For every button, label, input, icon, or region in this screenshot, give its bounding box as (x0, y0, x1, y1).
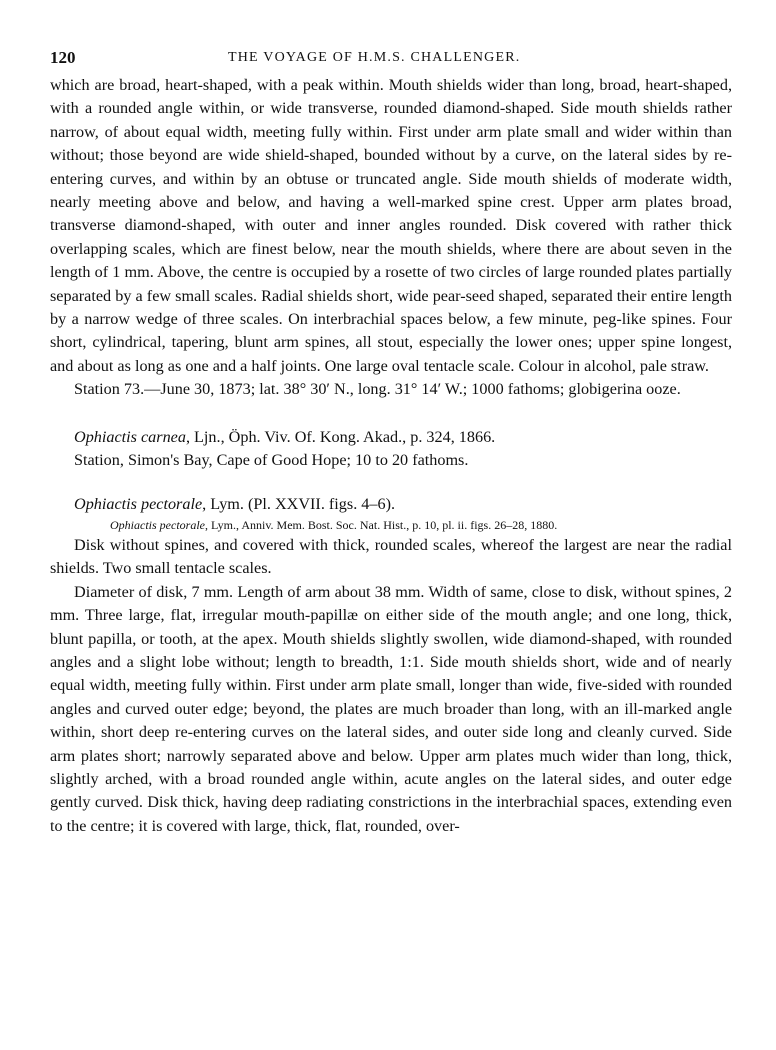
species-name: Ophiactis pectorale (74, 494, 203, 513)
paragraph-station-73: Station 73.—June 30, 1873; lat. 38° 30′ N., long. 31° 14′ W.; 1000 fathoms; globigerina ooze. (74, 380, 681, 399)
species-name: Ophiactis carnea (74, 427, 186, 446)
page (50, 48, 732, 838)
species-heading-carnea (50, 426, 732, 449)
running-title: THE VOYAGE OF H.M.S. CHALLENGER. (228, 50, 521, 65)
species-citation: , Lym. (Pl. XXVII. figs. 4–6). (202, 494, 396, 513)
reference-text: , Lym., Anniv. Mem. Bost. Soc. Nat. Hist., p. 10, pl. ii. figs. 26–28, 1880. (204, 517, 558, 532)
paragraph-description: which are broad, heart-shaped, with a peak within. Mouth shields wider than long, broad, heart-shaped, with a rounded angle within, or wide transverse, rounded diamond-shaped. Side mouth shields rather narrow, of about equal width, meeting fully within. First under arm plate small and wider within than without; those beyond are wide shield-shaped, bounded without by a curve, on the lateral sides by re-entering curves, and within by an obtuse or truncated angle. Side mouth shields of moderate width, nearly meeting above and below, and having a well-marked spine crest. Upper arm plates broad, transverse diamond-shaped, with outer and inner angles rounded. Disk covered with rather thick overlapping scales, which are finest below, near the mouth shields, where there are about seven in the length of 1 mm. Above, the centre is occupied by a rosette of two circles of large rounded plates partially separated by a few small scales. Radial shields short, wide pear-seed shaped, separated their entire length by a narrow wedge of three scales. On interbrachial spaces below, a few minute, peg-like spines. Four short, cylindrical, tapering, blunt arm spines, all stout, especially the lower ones; upper spine longest, and about as long as one and a half joints. One large oval tentacle scale. Colour in alcohol, pale straw. (50, 76, 732, 375)
paragraph-disk-summary: Disk without spines, and covered with thick, rounded scales, whereof the largest are near the radial shields. Two small tentacle scales. (50, 535, 732, 578)
page-number: 120 (50, 48, 76, 67)
paragraph-station-simons-bay: Station, Simon's Bay, Cape of Good Hope; 10 to 20 fathoms. (74, 451, 469, 470)
page-header (50, 48, 732, 74)
species-heading-pectorale (50, 493, 732, 516)
reference-species: Ophiactis pectorale (110, 517, 205, 532)
paragraph-measurements: Diameter of disk, 7 mm. Length of arm about 38 mm. Width of same, close to disk, without spines, 2 mm. Three large, flat, irregular mouth-papillæ on either side of the mouth angle; and one long, thick, blunt papilla, or tooth, at the apex. Mouth shields slightly swollen, wide diamond-shaped, with rounded angles and a slight lobe without; length to breadth, 1:1. Side mouth shields short, wide and of nearly equal width, meeting fully within. First under arm plate small, longer than wide, five-sided with rounded angles and curved outer edge; beyond, the plates are much broader than long, with an ill-marked angle within, short deep re-entering curves on the lateral sides, and outer side long and cleanly curved. Side arm plates short; narrowly separated above and below. Upper arm plates much wider than long, thick, slightly arched, with a broad rounded angle within, acute angles on the lateral sides, and outer edge gently curved. Disk thick, having deep radiating constrictions in the interbrachial spaces, extending even to the centre; it is covered with large, thick, flat, rounded, over- (50, 582, 732, 835)
species-citation: , Ljn., Öph. Viv. Of. Kong. Akad., p. 324, 1866. (185, 427, 496, 446)
reference-line (50, 516, 732, 534)
